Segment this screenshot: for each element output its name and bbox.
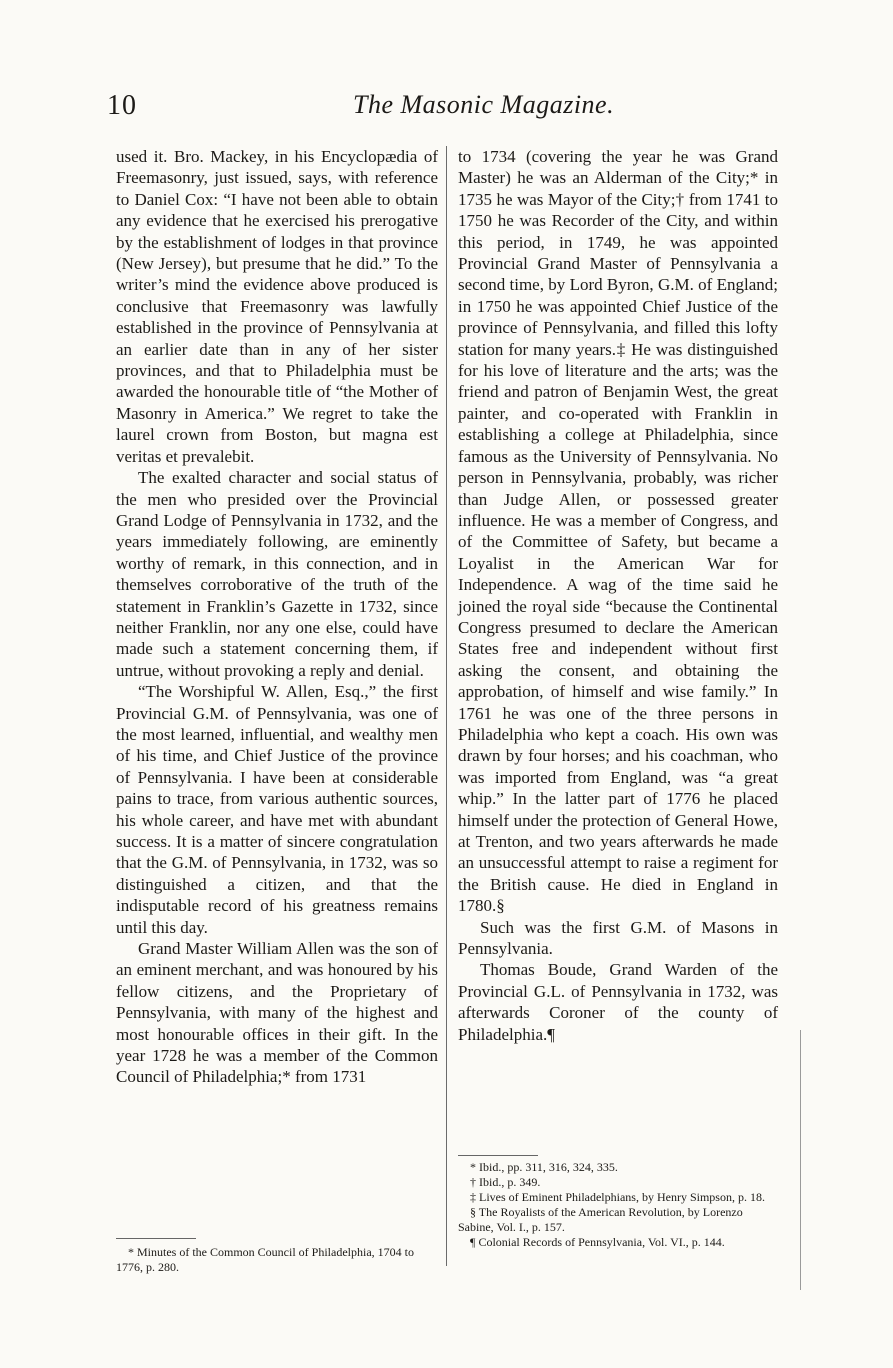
left-paragraph-2: The exalted character and social status of the men who presided over the Provincial Grand Lodge of Pennsylvania in 1732, and the years immediately following, are eminently worthy of remark, in this connection, and in themselves corroborative of the truth of the statement in Franklin’s Gazette in 1732, since neither Franklin, nor any one else, could have made such a statement concerning them, if untrue, without provoking a reply and denial. [116,468,438,680]
right-paragraph-3: Thomas Boude, Grand Warden of the Provincial G.L. of Pennsylvania in 1732, was afterwards Coroner of the county of Philadelphia.¶ [458,960,778,1044]
footnote-right-5: ¶ Colonial Records of Pennsylvania, Vol. VI., p. 144. [470,1235,725,1249]
right-column [458,146,778,1045]
footnote-right-4: § The Royalists of the American Revolution, by Lorenzo Sabine, Vol. I., p. 157. [458,1205,743,1234]
footnotes-left [116,1245,438,1275]
left-paragraph-3: “The Worshipful W. Allen, Esq.,” the first Provincial G.M. of Pennsylvania, was one of the most learned, influential, and wealthy men of his time, and Chief Justice of the province of Pennsylvania. I have been at considerable pains to trace, from various authentic sources, his whole career, and have met with abundant success. It is a matter of sincere congratulation that the G.M. of Pennsylvania, in 1732, was so distinguished a citizen, and that the indisputable record of his greatness remains until this day. [116,682,438,937]
right-paragraph-1: to 1734 (covering the year he was Grand Master) he was an Alderman of the City;* in 1735 he was Mayor of the City;† from 1741 to 1750 he was Recorder of the City, and within this period, in 1749, he was appointed Provincial Grand Master of Pennsylvania a second time, by Lord Byron, G.M. of England; in 1750 he was appointed Chief Justice of the province of Pennsylvania, and filled this lofty station for many years.‡ He was distinguished for his love of literature and the arts; was the friend and patron of Benjamin West, the great painter, and co-operated with Franklin in establishing a college at Philadelphia, since famous as the University of Pennsylvania. No person in Pennsylvania, probably, was richer than Judge Allen, or possessed greater influence. He was a member of Congress, and of the Committee of Safety, but became a Loyalist in the American War for Independence. A wag of the time said he joined the royal side “because the Continental Congress presumed to declare the American States free and independent without first asking the consent, and obtaining the approbation, of himself and wise family.” In 1761 he was one of the three persons in Philadelphia who kept a coach. His own was drawn by four horses; and his coachman, who was imported from England, was “a great whip.” In the latter part of 1776 he placed himself under the protection of General Howe, at Trenton, and two years afterwards he made an unsuccessful attempt to raise a regiment for the British cause. He died in England in 1780.§ [458,147,778,916]
column-divider [446,146,447,1266]
page-number: 10 [107,90,137,121]
left-paragraph-4: Grand Master William Allen was the son of an eminent merchant, and was honoured by his fellow citizens, and the Proprietary of Pennsylvania, with many of the highest and most honourable offices in their gift. In the year 1728 he was a member of the Common Council of Philadelphia;* from 1731 [116,939,438,1087]
footnote-rule-left [116,1238,196,1239]
footnotes-right [458,1160,778,1250]
footnote-left-1: * Minutes of the Common Council of Philadelphia, 1704 to 1776, p. 280. [116,1245,414,1274]
footnote-right-1: * Ibid., pp. 311, 316, 324, 335. [470,1160,618,1174]
footnote-right-3: ‡ Lives of Eminent Philadelphians, by Henry Simpson, p. 18. [470,1190,765,1204]
page-header [105,84,783,124]
left-paragraph-1: used it. Bro. Mackey, in his Encyclopædia of Freemasonry, just issued, says, with reference to Daniel Cox: “I have not been able to obtain any evidence that he exercised his prerogative by the establishment of lodges in that province (New Jersey), but presume that he did.” To the writer’s mind the evidence above produced is conclusive that Freemasonry was lawfully established in the province of Pennsylvania at an earlier date than in any of her sister provinces, and that to Philadelphia must be awarded the honourable title of “the Mother of Masonry in America.” We regret to take the laurel crown from Boston, but magna est veritas et prevalebit. [116,147,438,466]
footnote-rule-right [458,1155,538,1156]
right-paragraph-2: Such was the first G.M. of Masons in Pennsylvania. [458,917,778,959]
footnote-right-2: † Ibid., p. 349. [470,1175,541,1189]
running-title: The Masonic Magazine. [353,90,615,119]
margin-rule [800,1030,801,1290]
left-column [116,146,438,1088]
